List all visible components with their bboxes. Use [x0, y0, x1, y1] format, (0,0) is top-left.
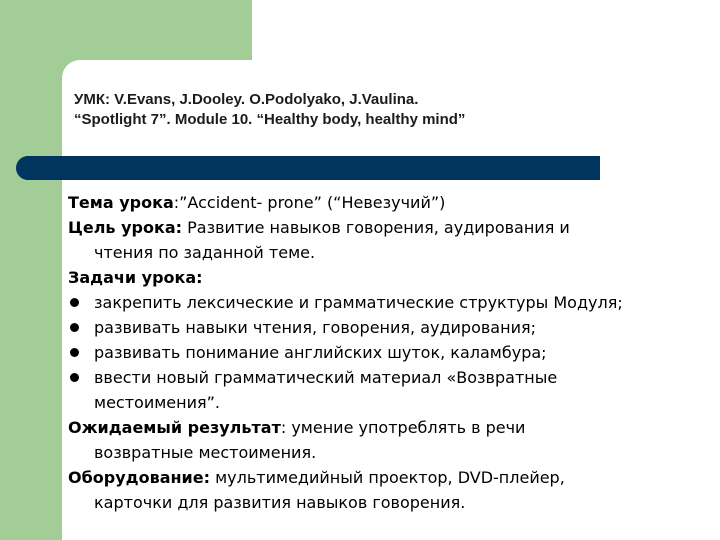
task-item-4-cont: местоимения”.	[94, 393, 220, 412]
bullet-icon	[70, 348, 79, 357]
bullet-icon	[70, 298, 79, 307]
task-text: развивать навыки чтения, говорения, аудирования;	[94, 318, 536, 337]
result-line	[68, 415, 708, 440]
task-text: закрепить лексические и грамматические структуры Модуля;	[94, 293, 623, 312]
bullet-icon	[70, 373, 79, 382]
title-line-2: “Spotlight 7”. Module 10. “Healthy body, healthy mind”	[74, 111, 466, 128]
equipment-label: Оборудование:	[68, 468, 210, 487]
topic-label: Тема урока	[68, 193, 174, 212]
equipment-text-1: мультимедийный проектор, DVD-плейер,	[210, 468, 565, 487]
equipment-line	[68, 465, 708, 490]
topic-text: :”Accident- prone” (“Невезучий”)	[173, 193, 446, 212]
task-item-3	[68, 340, 708, 365]
equipment-text-2: карточки для развития навыков говорения.	[94, 493, 466, 512]
lesson-content	[68, 190, 708, 515]
result-label: Ожидаемый результат	[68, 418, 281, 437]
tasks-label: Задачи урока:	[68, 268, 203, 287]
goal-line	[68, 215, 708, 240]
slide-title	[74, 90, 674, 130]
goal-text-1: Развитие навыков говорения, аудирования и	[182, 218, 570, 237]
title-line-1: УМК: V.Evans, J.Dooley. O.Podolyako, J.Vaulina.	[74, 91, 419, 108]
task-text: ввести новый грамматический материал «Возвратные	[94, 368, 558, 387]
task-text: развивать понимание английских шуток, каламбура;	[94, 343, 547, 362]
task-item-1	[68, 290, 708, 315]
result-text-2: возвратные местоимения.	[94, 443, 317, 462]
bullet-icon	[70, 323, 79, 332]
divider-bar	[26, 156, 600, 180]
goal-text-2: чтения по заданной теме.	[94, 243, 316, 262]
task-item-2	[68, 315, 708, 340]
topic-line	[68, 190, 708, 215]
task-item-4	[68, 365, 708, 390]
result-text-1: : умение употреблять в речи	[280, 418, 526, 437]
goal-label: Цель урока:	[68, 218, 183, 237]
